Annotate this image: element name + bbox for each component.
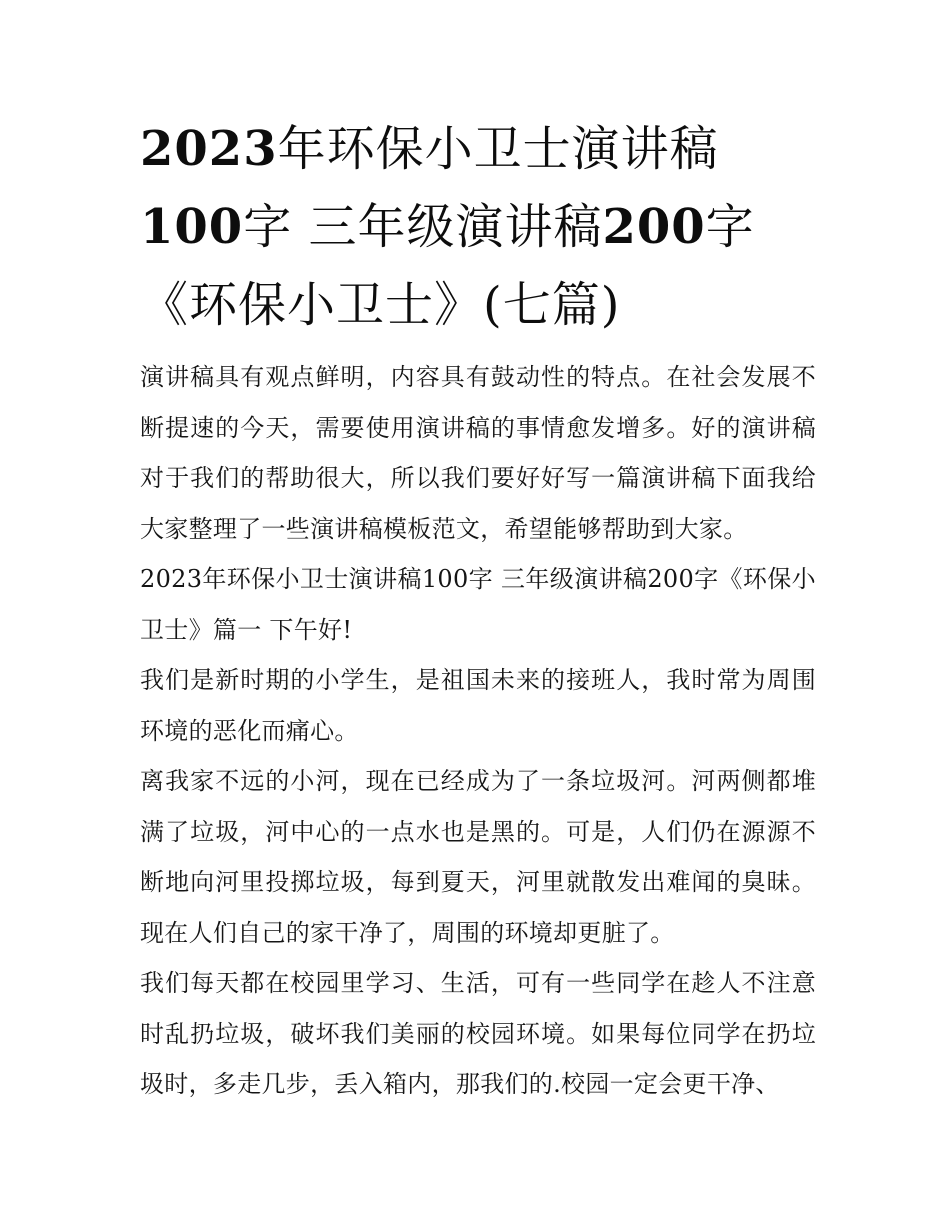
title-number: 100 — [140, 199, 244, 255]
paragraph-body: 离我家不远的小河，现在已经成为了一条垃圾河。河两侧都堆满了垃圾，河中心的一点水也是黑的。可是，人们仍在源源不断地向河里投掷垃圾，每到夏天，河里就散发出难闻的臭昧。现在人们自己的家干净了，周围的环境却更脏了。 — [140, 767, 816, 947]
paragraph-intro: 演讲稿具有观点鲜明，内容具有鼓动性的特点。在社会发展不断提速的今天，需要使用演讲稿的事情愈发增多。好的演讲稿对于我们的帮助很大，所以我们要好好写一篇演讲稿下面我给大家整理了一些演讲稿模板范文，希望能够帮助到大家。 — [140, 363, 816, 543]
paragraph-body: 我们是新时期的小学生，是祖国未来的接班人，我时常为周围环境的恶化而痛心。 — [140, 666, 816, 745]
title-number: 200 — [602, 199, 706, 255]
paragraph-section-heading: 2023年环保小卫士演讲稿100字 三年级演讲稿200字《环保小卫士》篇一 下午好! — [140, 565, 816, 644]
title-number: 2023 — [140, 121, 278, 177]
document-title: 2023年环保小卫士演讲稿100字 三年级演讲稿200字《环保小卫士》(七篇) — [140, 121, 755, 333]
document-body — [140, 352, 816, 1110]
paragraph-body: 我们每天都在校园里学习、生活，可有一些同学在趁人不注意时乱扔垃圾，破坏我们美丽的校园环境。如果每位同学在扔垃圾时，多走几步，丢入箱内，那我们的.校园一定会更干净、 — [140, 969, 816, 1098]
